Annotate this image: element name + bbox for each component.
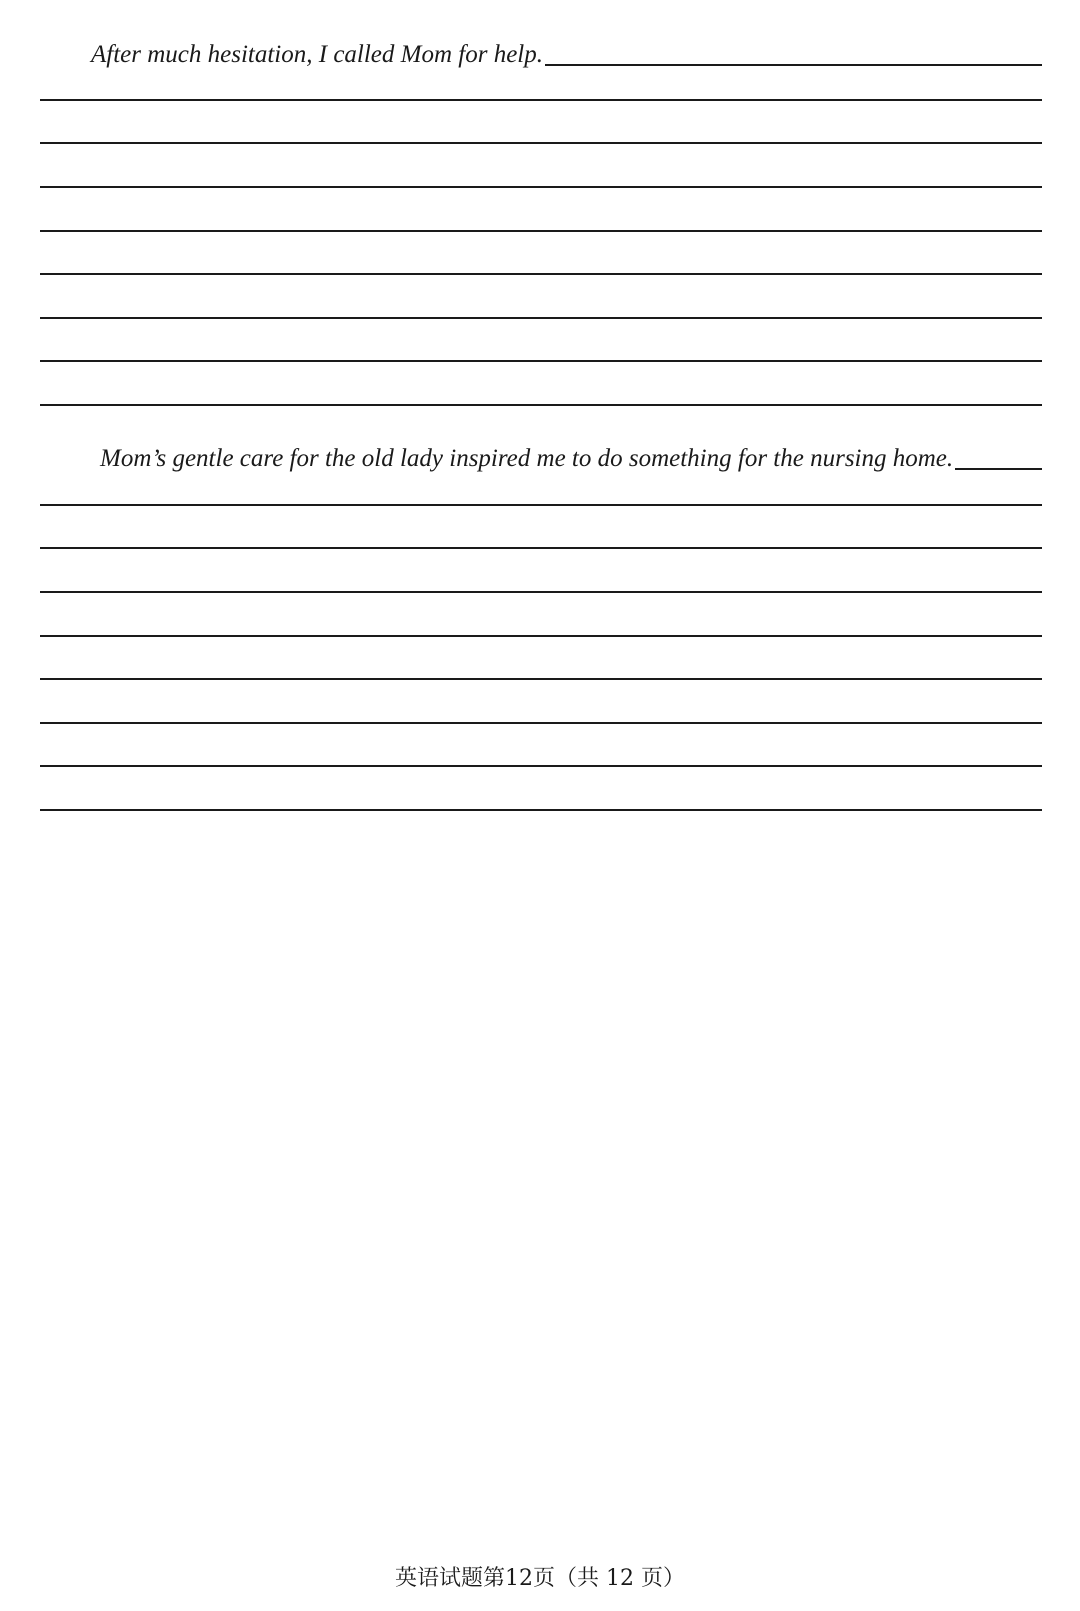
writing-line[interactable] — [40, 504, 1042, 506]
writing-line[interactable] — [40, 230, 1042, 232]
paragraph-1-first-writing-line[interactable] — [545, 64, 1042, 66]
paragraph-1-prompt — [91, 40, 1042, 70]
writing-line[interactable] — [40, 99, 1042, 101]
writing-line[interactable] — [40, 635, 1042, 637]
writing-line[interactable] — [40, 765, 1042, 767]
writing-line[interactable] — [40, 591, 1042, 593]
writing-line[interactable] — [40, 186, 1042, 188]
writing-line[interactable] — [40, 809, 1042, 811]
writing-line[interactable] — [40, 273, 1042, 275]
writing-line[interactable] — [40, 404, 1042, 406]
writing-line[interactable] — [40, 142, 1042, 144]
writing-line[interactable] — [40, 722, 1042, 724]
writing-line[interactable] — [40, 317, 1042, 319]
paragraph-2-prompt — [100, 444, 1042, 474]
writing-line[interactable] — [40, 678, 1042, 680]
writing-line[interactable] — [40, 547, 1042, 549]
paragraph-1-opening-sentence: After much hesitation, I called Mom for help. — [91, 41, 544, 68]
paragraph-2-opening-sentence: Mom’s gentle care for the old lady inspired me to do something for the nursing home. — [100, 445, 954, 472]
page-footer: 英语试题第12页（共 12 页） — [395, 1566, 685, 1591]
paragraph-2-first-writing-line[interactable] — [955, 468, 1042, 470]
writing-line[interactable] — [40, 360, 1042, 362]
